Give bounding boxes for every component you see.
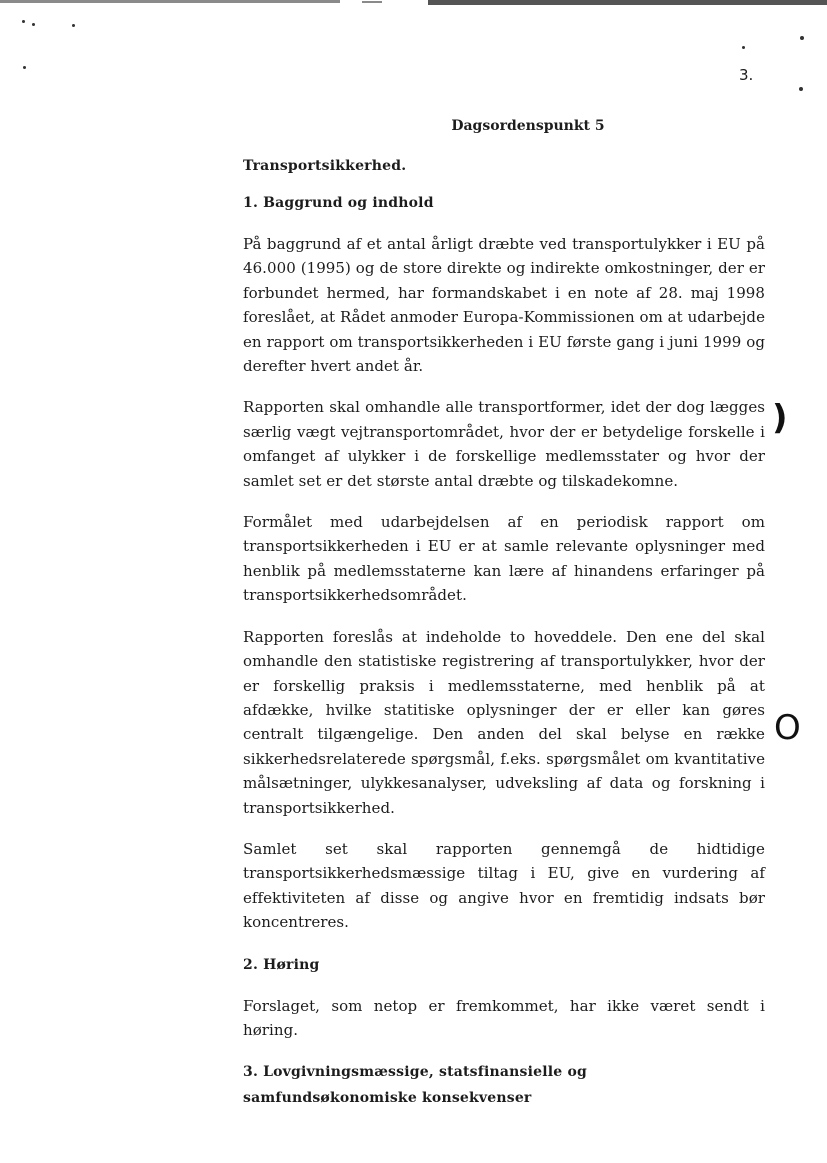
scan-edge (0, 0, 827, 8)
binder-hole-mark: O (774, 708, 801, 748)
page-number: 3. (739, 66, 754, 84)
document-body (243, 118, 765, 1127)
scan-speck (800, 36, 804, 40)
paragraph: Samlet set skal rapporten gennemgå de hidtidige transportsikkerhedsmæssige tiltag i EU, give en vurdering af effektiviteten af disse og angive hvor en fremtidig indsats bør koncentreres. (243, 839, 765, 932)
scan-speck (22, 20, 25, 23)
section-heading: 3. Lovgivningsmæssige, statsfinansielle og samfundsøkonomiske konsekvenser (243, 1064, 587, 1107)
scan-speck (72, 24, 75, 27)
scan-speck (742, 46, 745, 49)
scan-speck (799, 87, 803, 91)
section-heading: 2. Høring (243, 956, 320, 973)
paragraph: Forslaget, som netop er fremkommet, har ikke været sendt i høring. (243, 996, 765, 1039)
topic-heading: Transportsikkerhed. (243, 158, 407, 174)
paragraph: Formålet med udarbejdelsen af en periodisk rapport om transportsikkerheden i EU er at samle relevante oplysninger med henblik på medlemsstaterne kan lære af hinandens erfaringer på transportsikkerhedsområdet. (243, 513, 765, 605)
binder-hole-mark: ) (772, 398, 788, 438)
section-heading: 1. Baggrund og indhold (243, 195, 434, 211)
scan-speck (23, 66, 26, 69)
paragraph: Rapporten foreslås at indeholde to hoveddele. Den ene del skal omhandle den statistiske registrering af transportulykker, hvor der er forskellig praksis i medlemsstaterne, med henblik på at afdække, hvilke statitiske oplysninger der er eller kan gøres centralt tilgængelige. Den anden del skal belyse en række sikkerhedsrelaterede spørgsmål, f.eks. spørgsmålet om kvantitative målsætninger, ulykkesanalyser, udveksling af data og forskning i transportsikkerhed. (243, 627, 765, 817)
paragraph: På baggrund af et antal årligt dræbte ved transportulykker i EU på 46.000 (1995) og de store direkte og indirekte omkostninger, der er forbundet hermed, har formandskabet i en note af 28. maj 1998 foreslået, at Rådet anmoder Europa-Kommissionen om at udarbejde en rapport om transportsikkerheden i EU første gang i juni 1999 og derefter hvert andet år. (243, 235, 765, 376)
paragraph: Rapporten skal omhandle alle transportformer, idet der dog lægges særlig vægt vejtransportområdet, hvor der er betydelige forskelle i omfanget af ulykker i de forskellige medlemsstater og hvor der samlet set er det største antal dræbte og tilskadekomne. (243, 398, 765, 490)
agenda-title: Dagsordenspunkt 5 (451, 118, 605, 134)
scan-speck (32, 23, 35, 26)
